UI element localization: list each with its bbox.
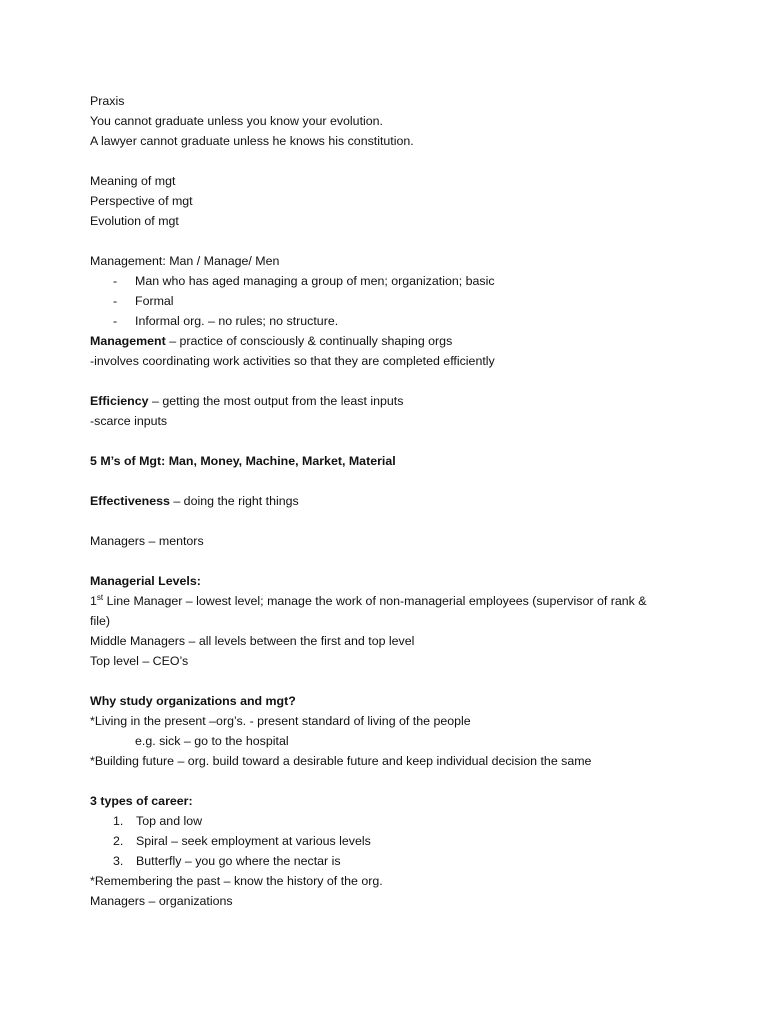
why-study-heading: Why study organizations and mgt? <box>90 694 296 708</box>
first-line-manager <box>90 593 690 609</box>
managers-mentors-line: Managers – mentors <box>90 534 204 548</box>
efficiency-term: Efficiency <box>90 394 149 408</box>
effectiveness-term: Effectiveness <box>90 494 170 508</box>
first-superscript: st <box>96 592 104 602</box>
levels-heading: Managerial Levels: <box>90 574 201 588</box>
career-number: 1. <box>113 814 124 828</box>
first-number: 1 <box>90 594 97 608</box>
scarce-line: -scarce inputs <box>90 414 168 428</box>
building-line: *Building future – org. build toward a desirable future and keep individual decision the same <box>90 754 592 768</box>
effectiveness-definition <box>90 493 690 509</box>
bullet-dash: - <box>113 294 118 308</box>
career-item: Butterfly – you go where the nectar is <box>136 854 341 868</box>
bullet-dash: - <box>113 314 118 328</box>
career-number: 2. <box>113 834 124 848</box>
praxis-title: Praxis <box>90 94 125 108</box>
file-line: file) <box>90 614 110 628</box>
example-line: e.g. sick – go to the hospital <box>135 734 289 748</box>
middle-managers-line: Middle Managers – all levels between the first and top level <box>90 634 415 648</box>
efficiency-def-text: – getting the most output from the least inputs <box>148 394 404 408</box>
career-item: Spiral – seek employment at various levels <box>136 834 371 848</box>
evolution-mgt-line: Evolution of mgt <box>90 214 179 228</box>
managers-organizations-line: Managers – organizations <box>90 894 233 908</box>
career-item: Top and low <box>136 814 203 828</box>
five-ms-heading: 5 M’s of Mgt: Man, Money, Machine, Market, Material <box>90 454 396 468</box>
bullet-item: Informal org. – no rules; no structure. <box>135 314 339 328</box>
efficiency-definition <box>90 393 690 409</box>
career-number: 3. <box>113 854 124 868</box>
first-line-text: Line Manager – lowest level; manage the work of non-managerial employees (supervisor of rank & <box>103 594 647 608</box>
remembering-line: *Remembering the past – know the history of the org. <box>90 874 383 888</box>
evolution-line: You cannot graduate unless you know your evolution. <box>90 114 383 128</box>
perspective-line: Perspective of mgt <box>90 194 193 208</box>
effectiveness-def-text: – doing the right things <box>169 494 299 508</box>
living-line: *Living in the present –org’s. - present standard of living of the people <box>90 714 471 728</box>
management-def-text: – practice of consciously & continually shaping orgs <box>165 334 453 348</box>
meaning-line: Meaning of mgt <box>90 174 176 188</box>
lawyer-line: A lawyer cannot graduate unless he knows his constitution. <box>90 134 414 148</box>
involves-line: -involves coordinating work activities so that they are completed efficiently <box>90 354 495 368</box>
bullet-item: Formal <box>135 294 174 308</box>
bullet-item: Man who has aged managing a group of men; organization; basic <box>135 274 495 288</box>
top-level-line: Top level – CEO’s <box>90 654 189 668</box>
management-term: Management <box>90 334 166 348</box>
management-definition <box>90 333 690 349</box>
career-heading: 3 types of career: <box>90 794 193 808</box>
management-heading: Management: Man / Manage/ Men <box>90 254 280 268</box>
bullet-dash: - <box>113 274 118 288</box>
